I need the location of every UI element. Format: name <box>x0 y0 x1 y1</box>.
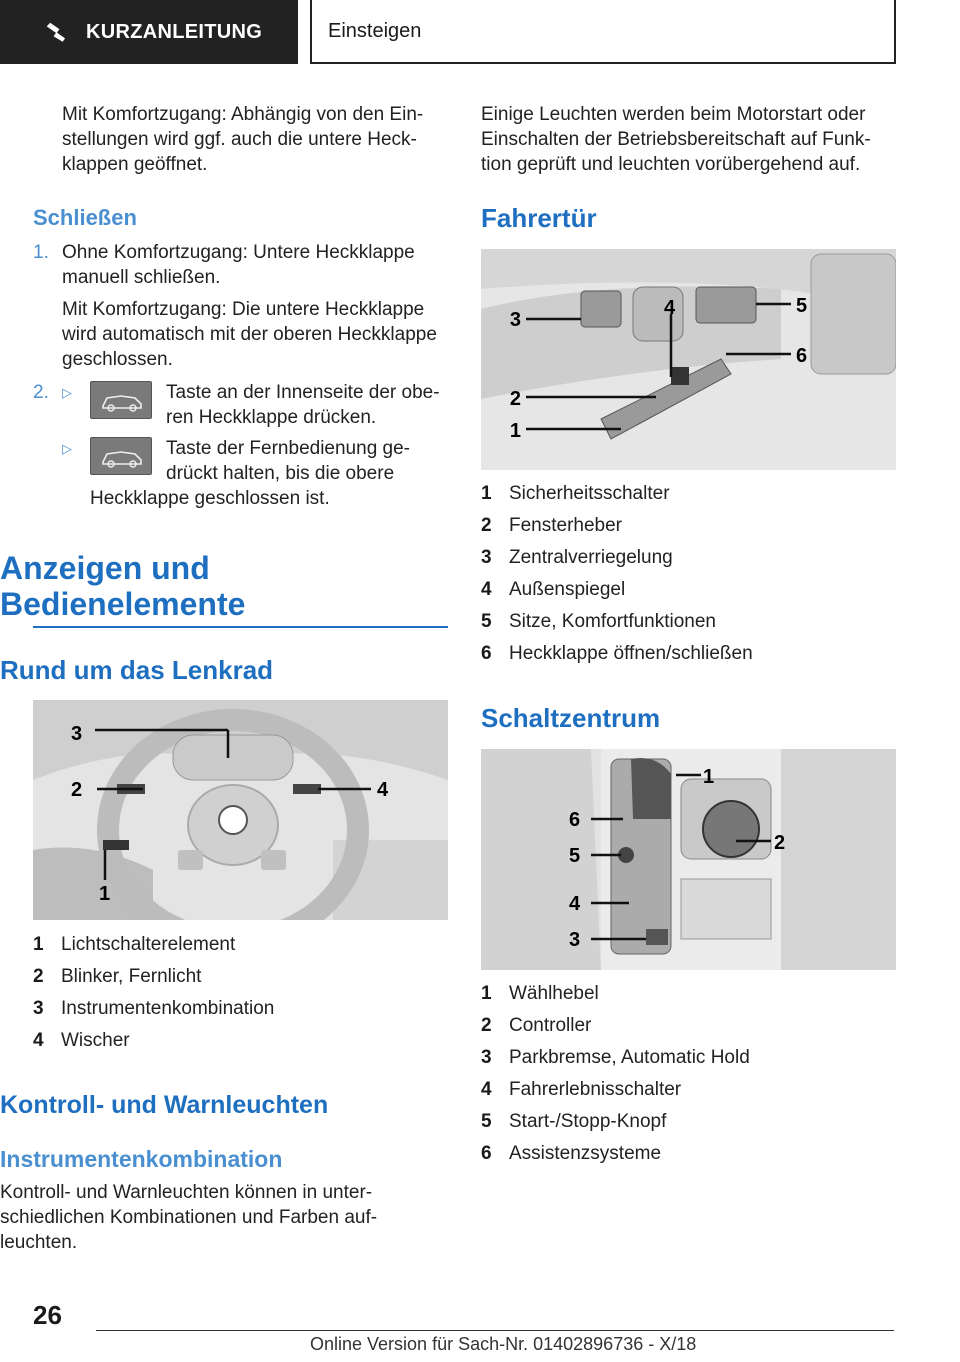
svg-text:3: 3 <box>569 929 581 951</box>
section-heading: Anzeigen und Bedienelemente <box>0 550 246 622</box>
svg-text:5: 5 <box>796 295 808 317</box>
center-console-photo <box>481 749 896 970</box>
list-item: 1 Lichtschalterelement <box>33 934 236 955</box>
step1-text: Ohne Komfortzugang: Untere Heckklappe manuell schließen. <box>62 242 415 288</box>
steering-wheel-photo <box>33 700 448 920</box>
step1-number: 1. <box>33 242 49 263</box>
console-legend <box>481 978 896 1170</box>
svg-text:3: 3 <box>509 309 521 331</box>
bullet1-text: Taste an der Innenseite der obe- ren Heckklappe drücken. <box>166 382 440 428</box>
intro-text: Mit Komfortzugang: Abhängig von den Ein- stellungen wird ggf. auch die untere Heck- klappen geöffnet. <box>62 104 424 175</box>
fahrertuer-heading: Fahrertür <box>481 203 597 233</box>
list-item: 2 Fensterheber <box>481 515 623 536</box>
door-panel-photo <box>481 249 896 470</box>
header-tab-einsteigen[interactable] <box>310 0 896 64</box>
list-item: 5 Sitze, Komfortfunktionen <box>481 611 716 632</box>
list-item: 4 Wischer <box>33 1030 130 1051</box>
schliessen-heading: Schließen <box>33 205 137 230</box>
list-item: 4 Außenspiegel <box>481 579 626 600</box>
header-section-label: Einsteigen <box>328 19 422 42</box>
svg-text:5: 5 <box>569 845 581 867</box>
svg-text:1: 1 <box>703 766 715 788</box>
remote-button-image <box>90 437 152 475</box>
list-item: 3 Parkbremse, Automatic Hold <box>481 1047 750 1068</box>
right-intro-text: Einige Leuchten werden beim Motorstart oder Einschalten der Betriebsbereitschaft auf Funk- tion geprüft und leuchten vorübergehend auf. <box>481 104 871 175</box>
svg-text:1: 1 <box>99 883 111 905</box>
page-number: 26 <box>33 1300 62 1330</box>
svg-text:6: 6 <box>796 345 808 367</box>
footer-online-version: Online Version für Sach-Nr. 01402896736 - X/18 <box>310 1334 697 1354</box>
step2-number: 2. <box>33 382 49 403</box>
car-icon <box>91 382 153 420</box>
door-legend <box>481 478 896 670</box>
bullet2-text: Taste der Fernbedienung ge- drückt halten, bis die obere <box>166 438 410 484</box>
lenkrad-legend <box>33 929 448 1057</box>
bullet2-tail: Heckklappe geschlossen ist. <box>90 488 330 509</box>
section-rule <box>33 626 448 628</box>
car-icon <box>91 438 153 476</box>
svg-text:4: 4 <box>664 297 676 319</box>
svg-text:2: 2 <box>71 779 83 801</box>
svg-text:3: 3 <box>71 723 83 745</box>
list-item: 3 Zentralverriegelung <box>481 547 673 568</box>
tailgate-button-image <box>90 381 152 419</box>
header-tab-label: KURZANLEITUNG <box>86 20 263 43</box>
schaltzentrum-heading: Schaltzentrum <box>481 703 661 733</box>
kontroll-heading: Kontroll- und Warnleuchten <box>0 1091 329 1119</box>
svg-text:1: 1 <box>509 420 521 442</box>
list-item: 2 Controller <box>481 1015 592 1036</box>
svg-text:4: 4 <box>569 893 581 915</box>
step1b-text: Mit Komfortzugang: Die untere Heckklappe wird automatisch mit der oberen Heckklappe geschlossen. <box>62 299 437 370</box>
list-item: 1 Sicherheitsschalter <box>481 483 670 504</box>
list-item: 3 Instrumentenkombination <box>33 998 275 1019</box>
instrumentenkombination-heading: Instrumentenkombination <box>0 1146 283 1172</box>
svg-text:4: 4 <box>377 779 389 801</box>
bullet-arrow-icon: ▷ <box>62 441 72 456</box>
list-item: 4 Fahrerlebnisschalter <box>481 1079 682 1100</box>
svg-text:6: 6 <box>569 809 581 831</box>
list-item: 6 Assistenzsysteme <box>481 1143 662 1164</box>
bullet-arrow-icon: ▷ <box>62 385 72 400</box>
list-item: 1 Wählhebel <box>481 983 599 1004</box>
footer-divider <box>96 1330 894 1331</box>
pin-icon <box>44 22 66 44</box>
svg-text:2: 2 <box>774 832 786 854</box>
list-item: 6 Heckklappe öffnen/schließen <box>481 643 753 664</box>
header-tab-kurzanleitung[interactable] <box>0 0 298 64</box>
lenkrad-heading: Rund um das Lenkrad <box>0 655 274 685</box>
svg-text:2: 2 <box>509 388 521 410</box>
list-item: 5 Start-/Stopp-Knopf <box>481 1111 667 1132</box>
instr-text: Kontroll- und Warnleuchten können in unter- schiedlichen Kombinationen und Farben auf- leuchten. <box>0 1182 378 1253</box>
list-item: 2 Blinker, Fernlicht <box>33 966 202 987</box>
